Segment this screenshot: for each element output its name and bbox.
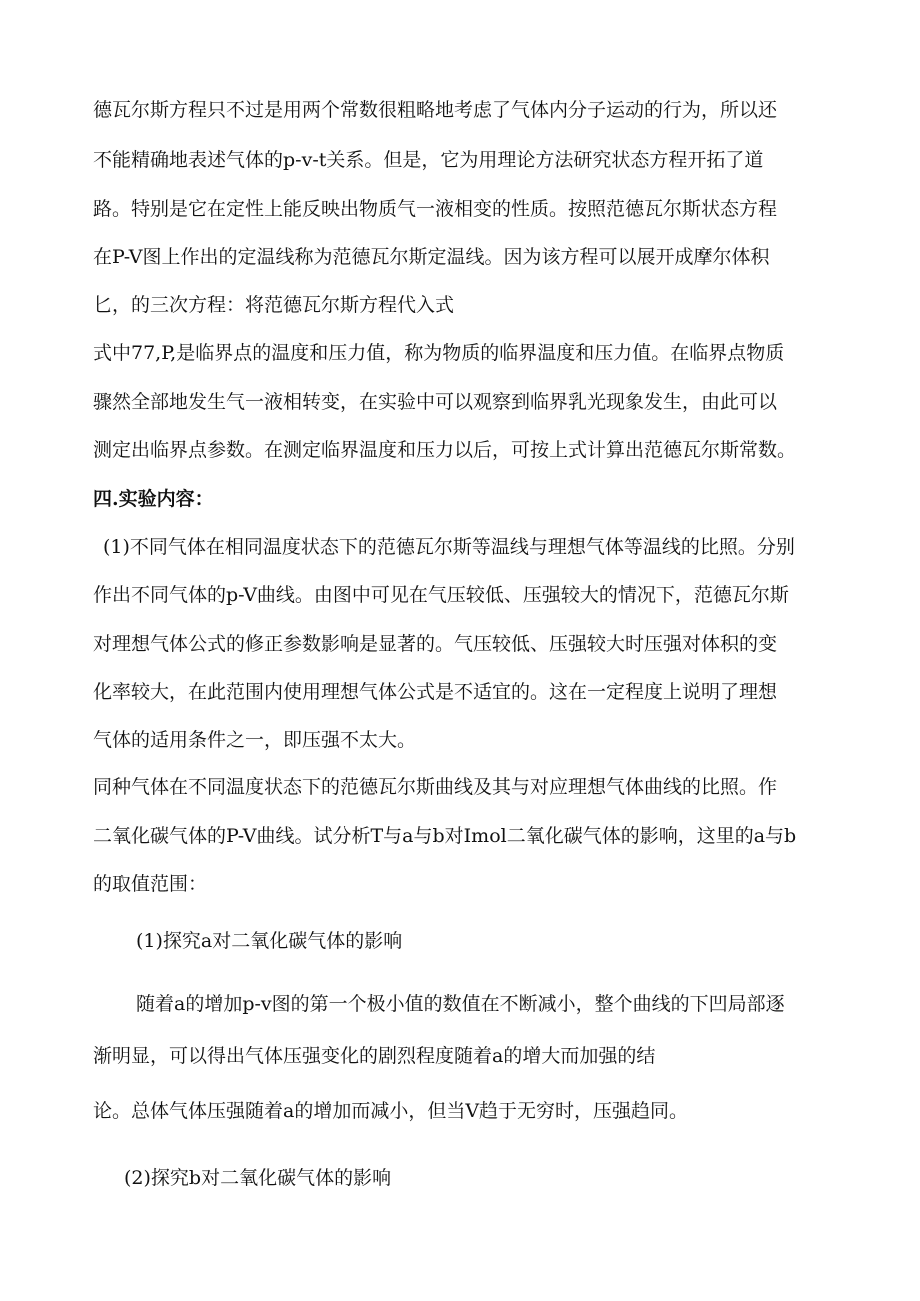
paragraph-line: 德瓦尔斯方程只不过是用两个常数很粗略地考虑了气体内分子运动的行为，所以还 bbox=[93, 99, 778, 121]
paragraph-line: 论。总体气体压强随着a的增加而减小，但当V趋于无穷时，压强趋同。 bbox=[93, 1100, 689, 1122]
subsection-heading: (2)探究b对二氧化碳气体的影响 bbox=[124, 1167, 392, 1189]
paragraph-line: 测定出临界点参数。在测定临界温度和压力以后，可按上式计算出范德瓦尔斯常数。 bbox=[93, 439, 797, 461]
paragraph-line: 路。特别是它在定性上能反映出物质气一液相变的性质。按照范德瓦尔斯状态方程 bbox=[93, 198, 778, 220]
paragraph-line: 骤然全部地发生气一液相转变，在实验中可以观察到临界乳光现象发生，由此可以 bbox=[93, 391, 778, 413]
section-heading: 四.实验内容： bbox=[93, 488, 214, 510]
subsection-heading: (1)探究a对二氧化碳气体的影响 bbox=[136, 930, 403, 952]
paragraph-line: 匕，的三次方程：将范德瓦尔斯方程代入式 bbox=[93, 294, 455, 316]
paragraph-line: 同种气体在不同温度状态下的范德瓦尔斯曲线及其与对应理想气体曲线的比照。作 bbox=[93, 776, 778, 798]
paragraph-line: 化率较大，在此范围内使用理想气体公式是不适宜的。这在一定程度上说明了理想 bbox=[93, 681, 778, 703]
paragraph-line: 气体的适用条件之一，即压强不太大。 bbox=[93, 729, 417, 751]
paragraph-line: 在P-V图上作出的定温线称为范德瓦尔斯定温线。因为该方程可以展开成摩尔体积 bbox=[93, 246, 770, 268]
paragraph-line: 二氧化碳气体的P-V曲线。试分析T与a与b对Imol二氧化碳气体的影响，这里的a与b bbox=[93, 825, 797, 847]
paragraph-line: 对理想气体公式的修正参数影响是显著的。气压较低、压强较大时压强对体积的变 bbox=[93, 633, 778, 655]
paragraph-line: 的取值范围： bbox=[93, 873, 208, 895]
paragraph-line: 不能精确地表述气体的p-v-t关系。但是，它为用理论方法研究状态方程开拓了道 bbox=[93, 149, 764, 171]
paragraph-line: (1)不同气体在相同温度状态下的范德瓦尔斯等温线与理想气体等温线的比照。分别 bbox=[103, 536, 795, 558]
paragraph-line: 随着a的增加p-v图的第一个极小值的数值在不断减小，整个曲线的下凹局部逐 bbox=[136, 993, 785, 1015]
paragraph-line: 作出不同气体的p-V曲线。由图中可见在气压较低、压强较大的情况下，范德瓦尔斯 bbox=[93, 584, 789, 606]
paragraph-line: 渐明显，可以得出气体压强变化的剧烈程度随着a的增大而加强的结 bbox=[93, 1045, 656, 1067]
paragraph-line: 式中77,P,是临界点的温度和压力值，称为物质的临界温度和压力值。在临界点物质 bbox=[93, 342, 785, 364]
